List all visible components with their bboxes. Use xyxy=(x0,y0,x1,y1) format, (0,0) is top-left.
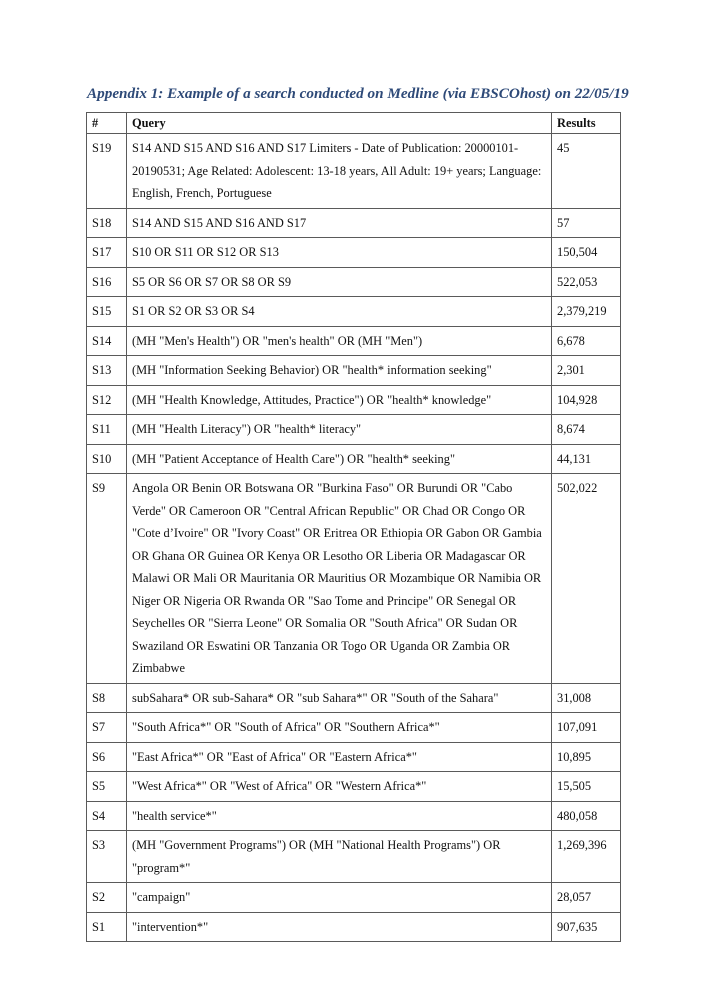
row-query: S14 AND S15 AND S16 AND S17 Limiters - Date of Publication: 20000101-20190531; Age Related: Adolescent: 13-18 years, All Adult: 19+ years; Language: English, French, Portuguese xyxy=(127,134,552,209)
row-query: S14 AND S15 AND S16 AND S17 xyxy=(127,208,552,238)
row-results: 57 xyxy=(552,208,621,238)
table-row xyxy=(87,238,621,268)
table-row xyxy=(87,134,621,209)
row-results: 8,674 xyxy=(552,415,621,445)
table-row xyxy=(87,267,621,297)
row-id: S17 xyxy=(87,238,127,268)
row-results: 31,008 xyxy=(552,683,621,713)
table-row xyxy=(87,474,621,684)
table-row xyxy=(87,883,621,913)
row-results: 104,928 xyxy=(552,385,621,415)
row-results: 15,505 xyxy=(552,772,621,802)
row-id: S18 xyxy=(87,208,127,238)
row-id: S4 xyxy=(87,801,127,831)
row-results: 907,635 xyxy=(552,912,621,942)
table-row xyxy=(87,801,621,831)
row-query: (MH "Information Seeking Behavior) OR "health* information seeking" xyxy=(127,356,552,386)
row-query: S10 OR S11 OR S12 OR S13 xyxy=(127,238,552,268)
row-id: S12 xyxy=(87,385,127,415)
table-row xyxy=(87,831,621,883)
row-query: (MH "Men's Health") OR "men's health" OR (MH "Men") xyxy=(127,326,552,356)
table-row xyxy=(87,208,621,238)
table-row xyxy=(87,772,621,802)
row-results: 6,678 xyxy=(552,326,621,356)
row-query: Angola OR Benin OR Botswana OR "Burkina Faso" OR Burundi OR "Cabo Verde" OR Cameroon OR "Central African Republic" OR Chad OR Congo OR "Cote d’Ivoire" OR "Ivory Coast" OR Eritrea OR Ethiopia OR Gabon OR Gambia OR Ghana OR Guinea OR Kenya OR Lesotho OR Liberia OR Madagascar OR Malawi OR Mali OR Mauritania OR Mauritius OR Mozambique OR Namibia OR Niger OR Nigeria OR Rwanda OR "Sao Tome and Principe" OR Senegal OR Seychelles OR "Sierra Leone" OR Somalia OR "South Africa" OR Sudan OR Swaziland OR Eswatini OR Tanzania OR Togo OR Uganda OR Zambia OR Zimbabwe xyxy=(127,474,552,684)
row-results: 2,379,219 xyxy=(552,297,621,327)
row-id: S14 xyxy=(87,326,127,356)
table-header-row xyxy=(87,113,621,134)
row-results: 2,301 xyxy=(552,356,621,386)
header-results: Results xyxy=(552,113,621,134)
row-query: subSahara* OR sub-Sahara* OR "sub Sahara*" OR "South of the Sahara" xyxy=(127,683,552,713)
table-row xyxy=(87,683,621,713)
row-query: (MH "Patient Acceptance of Health Care") OR "health* seeking" xyxy=(127,444,552,474)
table-row xyxy=(87,415,621,445)
table-row xyxy=(87,742,621,772)
table-row xyxy=(87,326,621,356)
row-results: 522,053 xyxy=(552,267,621,297)
row-results: 1,269,396 xyxy=(552,831,621,883)
row-id: S5 xyxy=(87,772,127,802)
row-id: S11 xyxy=(87,415,127,445)
row-query: "South Africa*" OR "South of Africa" OR "Southern Africa*" xyxy=(127,713,552,743)
row-id: S3 xyxy=(87,831,127,883)
table-row xyxy=(87,713,621,743)
row-query: (MH "Health Literacy") OR "health* literacy" xyxy=(127,415,552,445)
row-id: S2 xyxy=(87,883,127,913)
row-id: S6 xyxy=(87,742,127,772)
row-id: S9 xyxy=(87,474,127,684)
search-query-table xyxy=(86,112,621,942)
row-id: S8 xyxy=(87,683,127,713)
row-query: S5 OR S6 OR S7 OR S8 OR S9 xyxy=(127,267,552,297)
row-query: "West Africa*" OR "West of Africa" OR "Western Africa*" xyxy=(127,772,552,802)
row-query: "East Africa*" OR "East of Africa" OR "Eastern Africa*" xyxy=(127,742,552,772)
row-query: S1 OR S2 OR S3 OR S4 xyxy=(127,297,552,327)
appendix-title: Appendix 1: Example of a search conducted on Medline (via EBSCOhost) on 22/05/19 xyxy=(87,85,629,102)
table-row xyxy=(87,385,621,415)
row-id: S7 xyxy=(87,713,127,743)
row-results: 480,058 xyxy=(552,801,621,831)
row-results: 45 xyxy=(552,134,621,209)
table-row xyxy=(87,912,621,942)
row-results: 107,091 xyxy=(552,713,621,743)
row-query: "health service*" xyxy=(127,801,552,831)
row-id: S16 xyxy=(87,267,127,297)
row-results: 10,895 xyxy=(552,742,621,772)
table-body xyxy=(87,134,621,942)
row-id: S13 xyxy=(87,356,127,386)
row-id: S1 xyxy=(87,912,127,942)
row-query: "intervention*" xyxy=(127,912,552,942)
table-row xyxy=(87,444,621,474)
row-results: 502,022 xyxy=(552,474,621,684)
row-results: 44,131 xyxy=(552,444,621,474)
row-results: 28,057 xyxy=(552,883,621,913)
row-id: S19 xyxy=(87,134,127,209)
table-row xyxy=(87,297,621,327)
header-id: # xyxy=(87,113,127,134)
row-query: (MH "Government Programs") OR (MH "National Health Programs") OR "program*" xyxy=(127,831,552,883)
table-row xyxy=(87,356,621,386)
row-query: (MH "Health Knowledge, Attitudes, Practice") OR "health* knowledge" xyxy=(127,385,552,415)
row-query: "campaign" xyxy=(127,883,552,913)
row-id: S10 xyxy=(87,444,127,474)
header-query: Query xyxy=(127,113,552,134)
row-id: S15 xyxy=(87,297,127,327)
row-results: 150,504 xyxy=(552,238,621,268)
